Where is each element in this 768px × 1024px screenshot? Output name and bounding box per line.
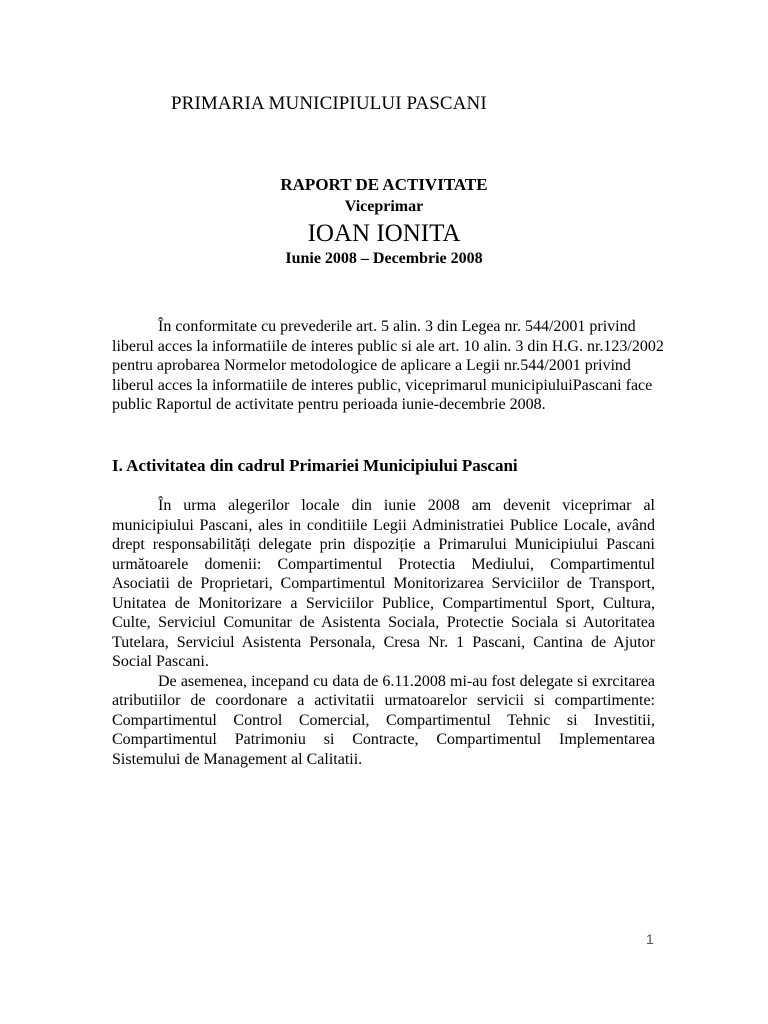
report-title: RAPORT DE ACTIVITATE bbox=[280, 175, 488, 194]
section-heading: I. Activitatea din cadrul Primariei Municipiului Pascani bbox=[112, 456, 518, 475]
report-period: Iunie 2008 – Decembrie 2008 bbox=[285, 250, 483, 267]
body-paragraph: În urma alegerilor locale din iunie 2008 am devenit viceprimar al municipiului Pascani, ales in conditiile Legii Administratiei Publice Locale, având drept responsabilități delegate prin dispoziție a Primarului Municipiului Pascani următoarele domenii: Compartimentul Protectia Mediului, Compartimentul Asociatii de Proprietari, Compartimentul Monitorizarea Serviciilor de Transport, Unitatea de Monitorizare a Serviciilor Publice, Compartimentul Sport, Cultura, Culte, Serviciul Comunitar de Asistenta Sociala, Protectie Sociala si Autoritatea Tutelara, Serviciul Asistenta Personala, Cresa Nr. 1 Pascani, Cantina de Ajutor Social Pascani. bbox=[112, 497, 655, 670]
section-body bbox=[112, 496, 655, 769]
report-person-name: IOAN IONITA bbox=[307, 220, 461, 247]
body-paragraph: De asemenea, incepand cu data de 6.11.2008 mi-au fost delegate si exrcitarea atributiilor de coordonare a activitatii urmatoarelor servicii si compartimente: Compartimentul Control Comercial, Compartimentul Tehnic si Investitii, Compartimentul Patrimoniu si Contracte, Compartimentul Implementarea Sistemului de Management al Calitatii. bbox=[112, 672, 655, 768]
report-role: Viceprimar bbox=[344, 198, 424, 215]
intro-paragraph: În conformitate cu prevederile art. 5 alin. 3 din Legea nr. 544/2001 privind liberul acces la informatiile de interes public si ale art. 10 alin. 3 din H.G. nr.123/2002 pentru aprobarea Normelor metodologice de aplicare a Legii nr.544/2001 privind liberul acces la informatiile de interes public, viceprimarul municipiuluiPascani face public Raportul de activitate pentru perioada iunie-decembrie 2008. bbox=[112, 318, 664, 413]
organization-title: PRIMARIA MUNICIPIULUI PASCANI bbox=[171, 93, 487, 114]
page-number: 1 bbox=[646, 931, 654, 947]
